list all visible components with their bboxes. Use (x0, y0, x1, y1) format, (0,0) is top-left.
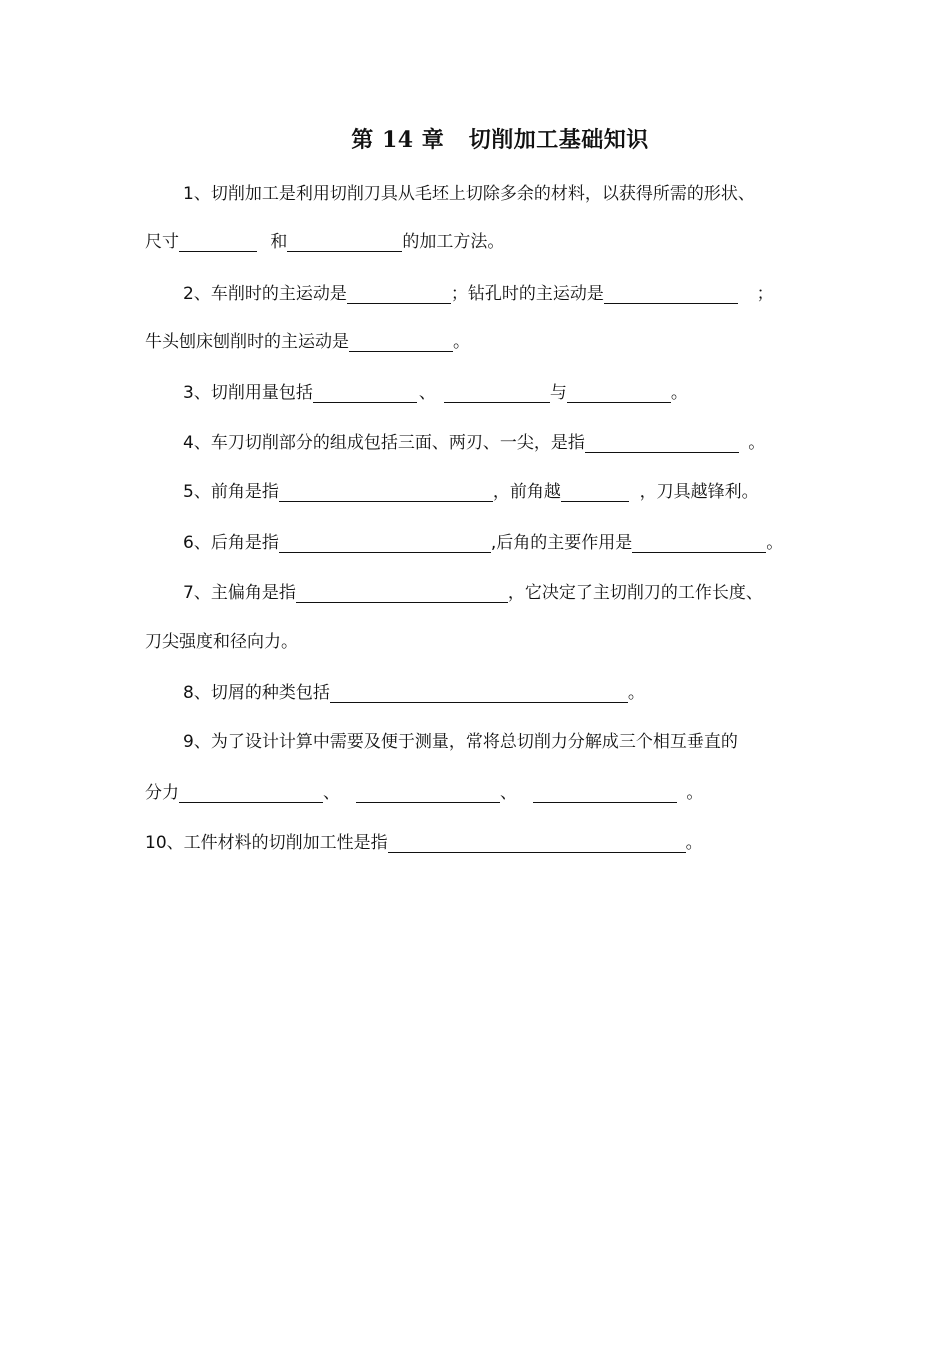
answer-blank-1a[interactable] (179, 231, 257, 252)
question-1-line-2 (145, 227, 504, 257)
question-8-text: 8、切屑的种类包括 (183, 683, 330, 703)
question-6-text-mid: ,后角的主要作用是 (490, 533, 633, 553)
question-3-end: 。 (670, 383, 688, 403)
question-9-sep-2: 、 (500, 783, 517, 803)
question-10-line (145, 828, 703, 858)
question-9-line-1 (183, 727, 738, 757)
question-9-sep-1: 、 (323, 783, 340, 803)
question-7-line-2 (145, 627, 298, 657)
answer-blank-7[interactable] (296, 582, 508, 603)
question-8-end: 。 (627, 683, 645, 703)
question-4-line (183, 428, 765, 458)
question-3-text: 3、切削用量包括 (183, 383, 313, 403)
answer-blank-3b[interactable] (444, 382, 550, 403)
question-4-text: 4、车刀切削部分的组成包括三面、两刃、一尖，是指 (183, 433, 585, 453)
question-5-end: ，刀具越锋利。 (628, 482, 759, 502)
answer-blank-2c[interactable] (349, 331, 453, 352)
question-6-text: 6、后角是指 (183, 533, 279, 553)
answer-blank-10[interactable] (388, 832, 686, 853)
question-3-line (183, 378, 688, 408)
answer-blank-9a[interactable] (179, 782, 323, 803)
answer-blank-3c[interactable] (567, 382, 671, 403)
answer-blank-5a[interactable] (279, 481, 493, 502)
question-4-end: 。 (742, 433, 766, 453)
question-9-text: 9、为了设计计算中需要及便于测量，常将总切削力分解成三个相互垂直的 (183, 732, 738, 752)
answer-blank-9c[interactable] (533, 782, 677, 803)
answer-blank-8[interactable] (330, 682, 628, 703)
question-7-text-mid: ，它决定了主切削刀的工作长度、 (507, 583, 763, 603)
question-7-text: 7、主偏角是指 (183, 583, 296, 603)
answer-blank-6b[interactable] (632, 532, 766, 553)
chapter-title: 第 14 章 切削加工基础知识 (351, 127, 649, 153)
question-5-text-mid: ，前角越 (492, 482, 561, 502)
answer-blank-9b[interactable] (356, 782, 500, 803)
question-1-text-and: 和 (265, 232, 288, 252)
answer-blank-2a[interactable] (347, 283, 451, 304)
question-3-sep: 、 (418, 383, 436, 403)
answer-blank-3a[interactable] (313, 382, 417, 403)
question-2-text-drill: ；钻孔时的主运动是 (450, 284, 604, 304)
question-1-text: 1、切削加工是利用切削刀具从毛坯上切除多余的材料，以获得所需的形状、 (183, 184, 755, 204)
question-2-text-end: 。 (453, 332, 470, 352)
question-2-text-sep: ； (745, 284, 774, 304)
question-3-and: 与 (549, 383, 567, 403)
question-6-line (183, 528, 783, 558)
question-8-line (183, 678, 645, 708)
question-1-text-end: 的加工方法。 (402, 232, 505, 252)
question-2-line-1 (183, 279, 774, 309)
question-6-end: 。 (766, 533, 784, 553)
question-5-line (183, 477, 759, 507)
question-2-text-planer: 牛头刨床刨削时的主运动是 (145, 332, 349, 352)
question-7-line-1 (183, 578, 763, 608)
answer-blank-5b[interactable] (561, 481, 629, 502)
question-5-text: 5、前角是指 (183, 482, 279, 502)
question-2-text: 2、车削时的主运动是 (183, 284, 347, 304)
answer-blank-1b[interactable] (287, 231, 402, 252)
question-9-line-2 (145, 778, 703, 808)
answer-blank-2b[interactable] (604, 283, 738, 304)
answer-blank-4[interactable] (585, 432, 739, 453)
question-1-text-size: 尺寸 (145, 232, 179, 252)
question-9-text-force: 分力 (145, 783, 179, 803)
question-1-line-1 (183, 179, 755, 209)
question-10-text: 10、工件材料的切削加工性是指 (145, 833, 388, 853)
answer-blank-6a[interactable] (279, 532, 491, 553)
question-10-end: 。 (685, 833, 703, 853)
question-9-end: 。 (681, 783, 704, 803)
question-2-line-2 (145, 327, 470, 357)
question-7-text-end: 刀尖强度和径向力。 (145, 632, 298, 652)
